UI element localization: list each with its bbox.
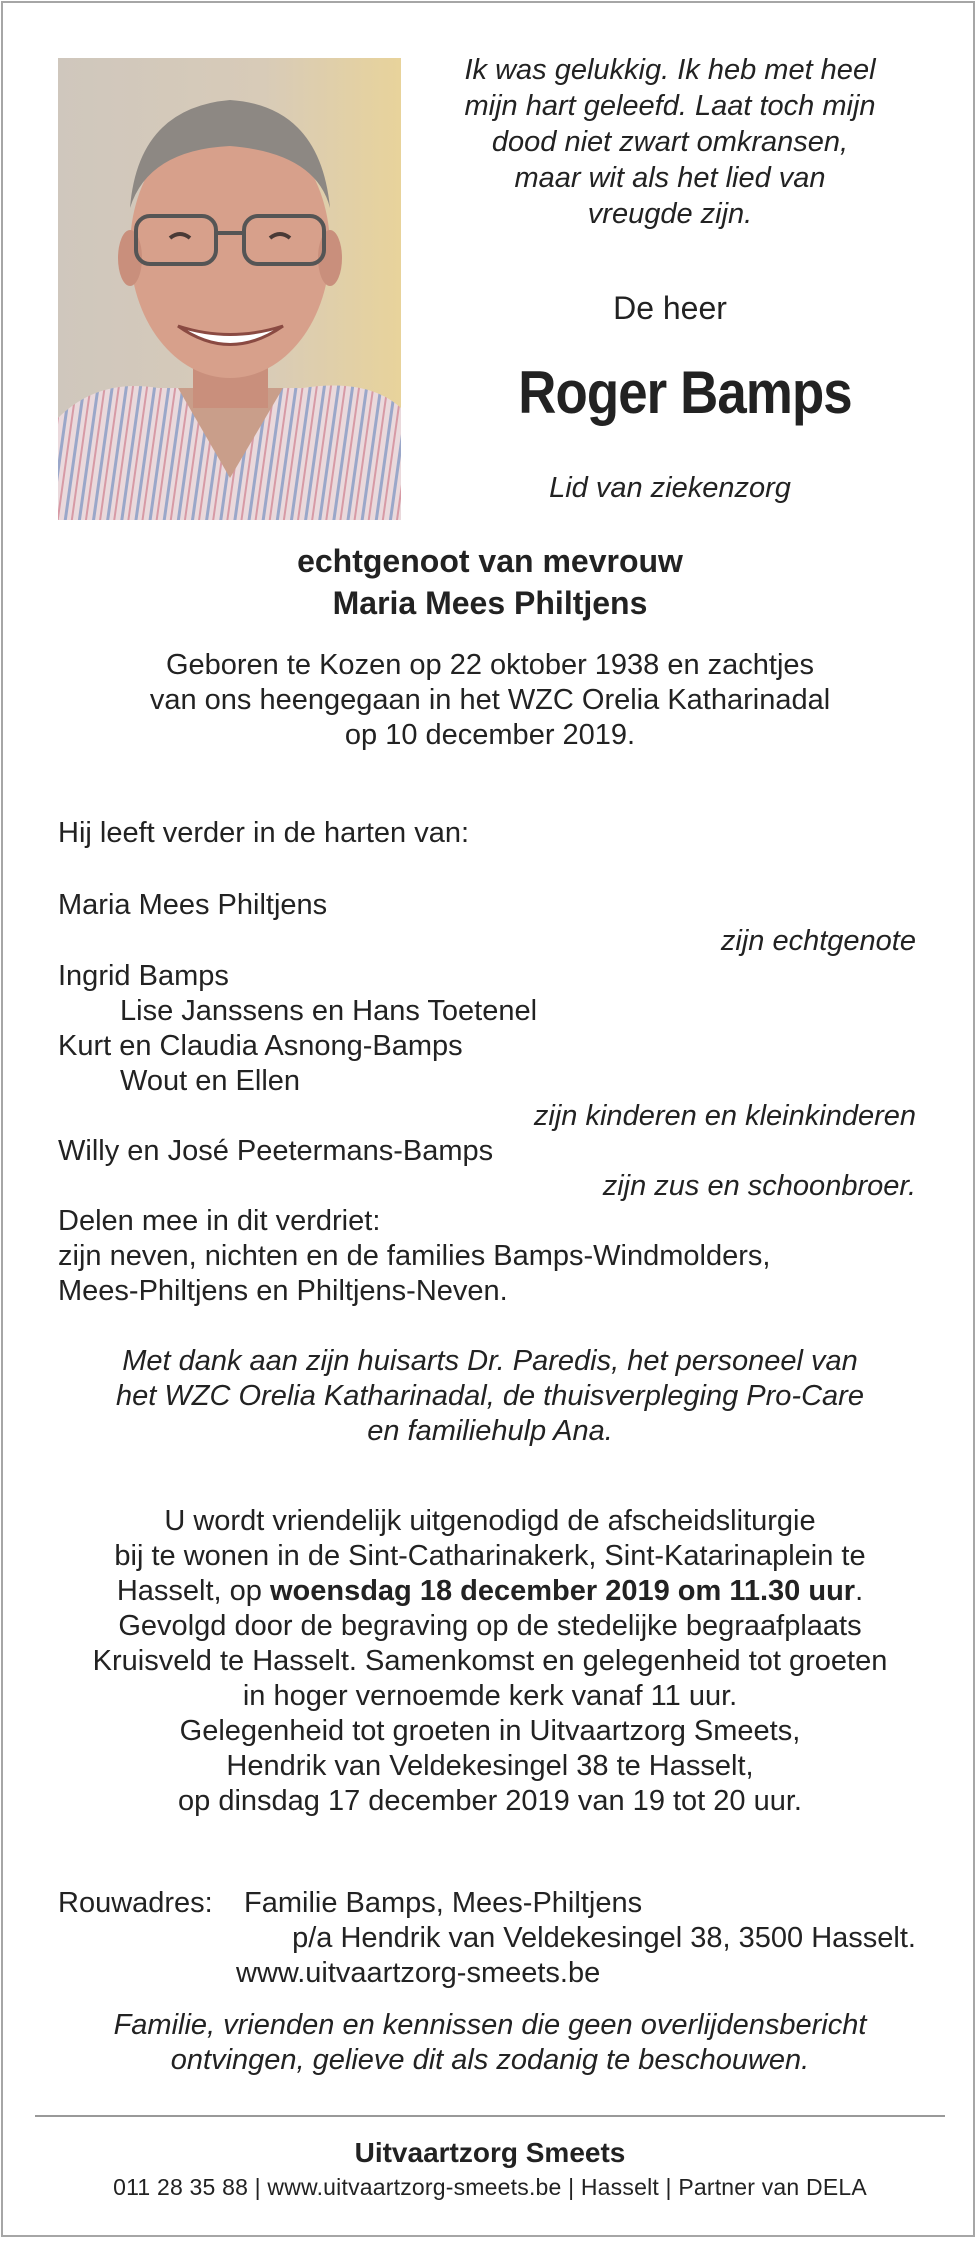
spouse-line: echtgenoot van mevrouw	[297, 543, 683, 579]
thanks-line: Met dank aan zijn huisarts Dr. Paredis, het personeel van	[122, 1345, 858, 1377]
spouse-block	[0, 540, 980, 624]
invitation-line	[0, 1574, 980, 1609]
survivors-intro: Hij leeft verder in de harten van:	[58, 817, 470, 849]
invitation-line: in hoger vernoemde kerk vanaf 11 uur.	[242, 1680, 738, 1712]
closing-note	[0, 2008, 980, 2078]
invitation-text: .	[855, 1575, 864, 1607]
funeral-home-name: Uitvaartzorg Smeets	[354, 2137, 626, 2168]
share-line: zijn neven, nichten en de families Bamps-Windmolders,	[58, 1240, 771, 1272]
share-intro: Delen mee in dit verdriet:	[58, 1205, 381, 1237]
invitation-line: Gevolgd door de begraving op de stedelijke begraafplaats	[118, 1610, 862, 1642]
honorific: De heer	[613, 290, 727, 326]
survivor-grandchildren: Lise Janssens en Hans Toetenel	[120, 995, 538, 1027]
invitation-line: Gelegenheid tot groeten in Uitvaartzorg Smeets,	[179, 1715, 801, 1747]
poem-line: mijn hart geleefd. Laat toch mijn	[464, 90, 876, 122]
role-spouse: zijn echtgenote	[720, 925, 916, 957]
birth-line: op 10 december 2019.	[344, 719, 636, 751]
poem	[430, 52, 910, 232]
survivor-sibling: Willy en José Peetermans-Bamps	[58, 1135, 494, 1167]
invitation-line: Kruisveld te Hasselt. Samenkomst en gelegenheid tot groeten	[92, 1645, 888, 1677]
thanks-line: het WZC Orelia Katharinadal, de thuisverpleging Pro-Care	[116, 1380, 864, 1412]
membership: Lid van ziekenzorg	[549, 472, 791, 504]
poem-line: maar wit als het lied van	[514, 162, 826, 194]
deceased-name: Roger Bamps	[518, 359, 852, 426]
birth-line: Geboren te Kozen op 22 oktober 1938 en zachtjes	[165, 649, 815, 681]
portrait-photo	[58, 58, 401, 520]
footer-divider	[35, 2115, 945, 2117]
closing-line: ontvingen, gelieve dit als zodanig te beschouwen.	[170, 2044, 810, 2076]
thanks-block	[0, 1344, 980, 1449]
invitation-line: bij te wonen in de Sint-Catharinakerk, Sint-Katarinaplein te	[114, 1540, 866, 1572]
invitation-block	[0, 1504, 980, 1819]
invitation-line: Hendrik van Veldekesingel 38 te Hasselt,	[226, 1750, 754, 1782]
birth-line: van ons heengegaan in het WZC Orelia Katharinadal	[149, 684, 831, 716]
birth-death-block	[0, 648, 980, 753]
poem-line: dood niet zwart omkransen,	[491, 126, 849, 158]
poem-line: vreugde zijn.	[587, 198, 753, 230]
invitation-line: op dinsdag 17 december 2019 van 19 tot 20 uur.	[178, 1785, 802, 1817]
invitation-line: U wordt vriendelijk uitgenodigd de afscheidsliturgie	[164, 1505, 816, 1537]
survivor-spouse: Maria Mees Philtjens	[58, 889, 328, 921]
role-children: zijn kinderen en kleinkinderen	[533, 1100, 916, 1132]
spouse-line: Maria Mees Philtjens	[332, 585, 648, 621]
invitation-text: Hasselt, op	[116, 1575, 270, 1607]
address-line: Familie Bamps, Mees-Philtjens	[244, 1887, 643, 1919]
survivor-child: Kurt en Claudia Asnong-Bamps	[58, 1030, 463, 1062]
service-datetime: woensdag 18 december 2019 om 11.30 uur	[269, 1575, 856, 1607]
address-label: Rouwadres:	[58, 1887, 213, 1919]
website-link[interactable]: www.uitvaartzorg-smeets.be	[236, 1957, 601, 1989]
share-line: Mees-Philtjens en Philtjens-Neven.	[58, 1275, 508, 1307]
survivor-grandchildren: Wout en Ellen	[120, 1065, 301, 1097]
survivor-child: Ingrid Bamps	[58, 960, 229, 992]
thanks-line: en familiehulp Ana.	[367, 1415, 613, 1447]
role-sibling: zijn zus en schoonbroer.	[602, 1170, 916, 1202]
address-line: p/a Hendrik van Veldekesingel 38, 3500 Hasselt.	[292, 1922, 916, 1954]
funeral-home-contact: 011 28 35 88 | www.uitvaartzorg-smeets.be | Hasselt | Partner van DELA	[113, 2174, 867, 2200]
closing-line: Familie, vrienden en kennissen die geen overlijdensbericht	[113, 2009, 867, 2041]
poem-line: Ik was gelukkig. Ik heb met heel	[464, 54, 876, 86]
